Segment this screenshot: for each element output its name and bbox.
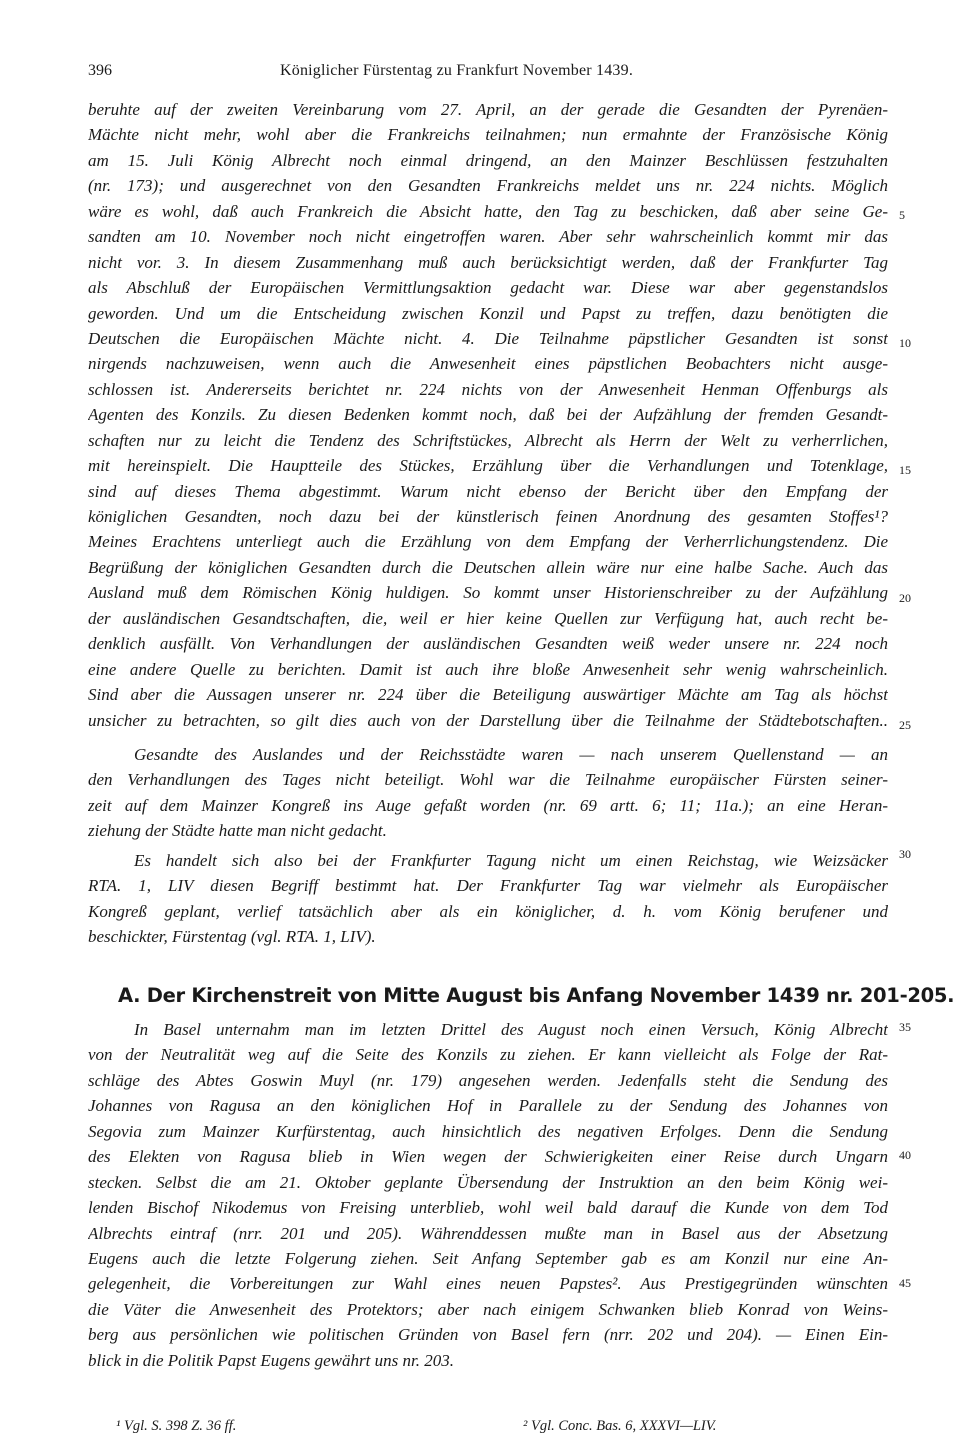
text-line: zeit auf dem Mainzer Kongreß ins Auge gefaßt worden (nr. 69 artt. 6; 11; 11a.); an eine Heran-	[88, 795, 888, 815]
line-number: 20	[899, 591, 911, 605]
paragraph-1	[88, 97, 888, 733]
text-line: berg aus persönlichen wie politischen Gründen von Basel fern (nrr. 202 und 204). — Einen Ein-	[88, 1325, 888, 1345]
text-line: ziehung der Städte hatte man nicht gedacht.	[88, 821, 387, 841]
footnote-1: ¹ Vgl. S. 398 Z. 36 ff.	[116, 1418, 237, 1434]
footnote-2: ² Vgl. Conc. Bas. 6, XXXVI—LIV.	[523, 1418, 717, 1434]
text-line: lenden Bischof Nikodemus von Freising unterblieb, wohl weil bald darauf die Kunde von dem Tod	[88, 1198, 888, 1218]
text-line: Mächte nicht mehr, wohl aber die Frankreichs teilnahmen; nun ermahnte der Französische König	[88, 125, 888, 145]
text-line: Meines Erachtens unterliegt auch die Erzählung von dem Empfang der Verherrlichungstendenz. Die	[88, 532, 888, 552]
text-line: des Elekten von Ragusa blieb in Wien wegen der Schwierigkeiten einer Reise durch Ungarn	[88, 1147, 888, 1167]
text-line: Es handelt sich also bei der Frankfurter Tagung nicht um einen Reichstag, wie Weizsäcker	[134, 851, 888, 870]
text-line: Johannes von Ragusa an den königlichen Hof in Parallele zu der Sendung des Johannes von	[88, 1096, 888, 1116]
text-line: beruhte auf der zweiten Vereinbarung vom 27. April, an der gerade die Gesandten der Pyrenäen-	[88, 100, 888, 119]
text-line: Sind aber die Aussagen unserer nr. 224 über die Beteiligung auswärtiger Mächte am Tag als höchst	[88, 685, 888, 705]
line-number: 10	[899, 336, 911, 350]
paragraph-3	[88, 848, 888, 950]
text-line: den Verhandlungen des Tages nicht beteiligt. Wohl war die Teilnahme europäischer Fürsten seiner-	[88, 770, 888, 790]
text-line: eine andere Quelle zu berichten. Damit ist auch ihre bloße Anwesenheit sehr wenig wahrscheinlich.	[88, 659, 888, 679]
text-line: sind auf dieses Thema abgestimmt. Warum nicht ebenso der Bericht über den Empfang der	[88, 481, 888, 501]
text-line: sandten am 10. November noch nicht eingetroffen waren. Aber sehr wahrscheinlich kommt mir das	[88, 227, 888, 247]
text-line: schläge des Abtes Goswin Muyl (nr. 179) angesehen werden. Jedenfalls steht die Sendung des	[88, 1070, 888, 1090]
text-line: Eugens auch die letzte Folgerung ziehen. Seit Anfang September gab es am Konzil nur eine An-	[88, 1248, 888, 1268]
text-line: Agenten des Konzils. Zu diesen Bedenken kommt noch, daß bei der Aufzählung der fremden Gesandt-	[88, 405, 888, 425]
text-line: Kongreß geplant, verlief tatsächlich aber als ein königlicher, d. h. vom König berufener und	[88, 901, 888, 921]
text-line: Albrechts eintraf (nrr. 201 und 205). Währenddessen mußte man in Basel aus der Absetzung	[88, 1223, 888, 1243]
text-line: nirgends nachzuweisen, wenn auch die Anwesenheit eines päpstlichen Beobachters nicht ausge-	[88, 354, 888, 374]
page-number: 396	[88, 62, 112, 79]
line-number: 45	[899, 1276, 911, 1290]
line-number: 25	[899, 718, 911, 732]
text-line: gelegenheit, die Vorbereitungen zur Wahl eines neuen Papstes². Aus Prestigegründen wünschten	[88, 1274, 888, 1294]
text-line: blick in die Politik Papst Eugens gewährt uns nr. 203.	[88, 1350, 454, 1370]
section-heading: A. Der Kirchenstreit von Mitte August bis Anfang November 1439 nr. 201-205.	[118, 984, 955, 1007]
running-title: Königlicher Fürstentag zu Frankfurt November 1439.	[280, 62, 634, 79]
line-number: 35	[899, 1020, 911, 1034]
text-line: von der Neutralität weg auf die Seite des Konzils zu ziehen. Er kann vielleicht als Folge der Rat-	[88, 1045, 888, 1065]
line-number: 30	[899, 847, 911, 861]
text-line: schlossen ist. Andererseits berichtet nr. 224 nichts von der Anwesenheit Henman Offenburgs als	[88, 379, 888, 399]
text-line: der ausländischen Gesandtschaften, die, weil er hier keine Quellen zur Verfügung hat, auch recht be-	[88, 608, 888, 628]
line-number: 5	[899, 208, 905, 222]
paragraph-4	[88, 1017, 888, 1373]
text-line: nicht vor. 3. In diesem Zusammenhang muß auch berücksichtigt werden, daß der Frankfurter Tag	[88, 252, 888, 272]
text-line: In Basel unternahm man im letzten Drittel des August noch einen Versuch, König Albrecht	[134, 1020, 888, 1039]
text-line: RTA. 1, LIV diesen Begriff bestimmt hat. Der Frankfurter Tag war vielmehr als Europäischer	[88, 876, 888, 896]
text-line: unsicher zu betrachten, so gilt dies auch von der Darstellung über die Teilnahme der Städtebotschaften..	[88, 710, 888, 730]
text-line: Deutschen die Europäischen Mächte nicht. 4. Die Teilnahme päpstlicher Gesandten ist sonst	[88, 328, 888, 348]
text-line: am 15. Juli König Albrecht noch einmal dringend, an den Mainzer Beschlüssen festzuhalten	[88, 150, 888, 170]
text-line: mit hereinspielt. Die Hauptteile des Stückes, Erzählung über die Verhandlungen und Totenklage,	[88, 456, 888, 476]
line-number: 40	[899, 1148, 911, 1162]
text-line: Gesandte des Auslandes und der Reichsstädte waren — nach unserem Quellenstand — an	[134, 745, 888, 764]
line-number: 15	[899, 463, 911, 477]
text-line: Begrüßung der königlichen Gesandten durch die Deutschen allein wäre nur eine halbe Sache. Auch das	[88, 557, 888, 577]
text-line: geworden. Und um die Entscheidung zwischen Konzil und Papst zu treffen, dazu benötigten die	[88, 303, 888, 323]
text-line: beschickter, Fürstentag (vgl. RTA. 1, LIV).	[88, 927, 376, 947]
text-line: denklich ausfällt. Von Verhandlungen der ausländischen Gesandten weiß weder unsere nr. 224 noch	[88, 634, 888, 654]
text-line: wäre es wohl, daß auch Frankreich die Absicht hatte, den Tag zu beschicken, daß aber seine Ge-	[88, 201, 888, 221]
page-header	[88, 62, 908, 86]
text-line: als Abschluß der Europäischen Vermittlungsaktion gedacht war. Diese war aber gegenstandslos	[88, 278, 888, 298]
text-line: die Väter die Anwesenheit des Protektors; aber nach einigem Schwanken blieb Konrad von Weins-	[88, 1299, 888, 1319]
text-line: Segovia zum Mainzer Kurfürstentag, auch hinsichtlich des negativen Erfolges. Denn die Sendung	[88, 1121, 888, 1141]
text-line: königlichen Gesandten, noch dazu bei der künstlerisch feinen Anordnung des gesamten Stoffes¹?	[88, 507, 888, 526]
text-line: (nr. 173); und ausgerechnet von den Gesandten Frankreichs meldet uns nr. 224 nichts. Möglich	[88, 176, 888, 196]
text-line: schaften nur zu leicht die Tendenz des Schriftstückes, Albrecht als Herrn der Welt zu verherrlichen,	[88, 430, 888, 450]
paragraph-2	[88, 742, 888, 844]
text-line: Ausland muß dem Römischen König huldigen. So kommt unser Historienschreiber zu der Aufzählung	[88, 583, 888, 603]
text-line: stecken. Selbst die am 21. Oktober geplante Übersendung der Instruktion an den beim König wei-	[88, 1172, 888, 1192]
